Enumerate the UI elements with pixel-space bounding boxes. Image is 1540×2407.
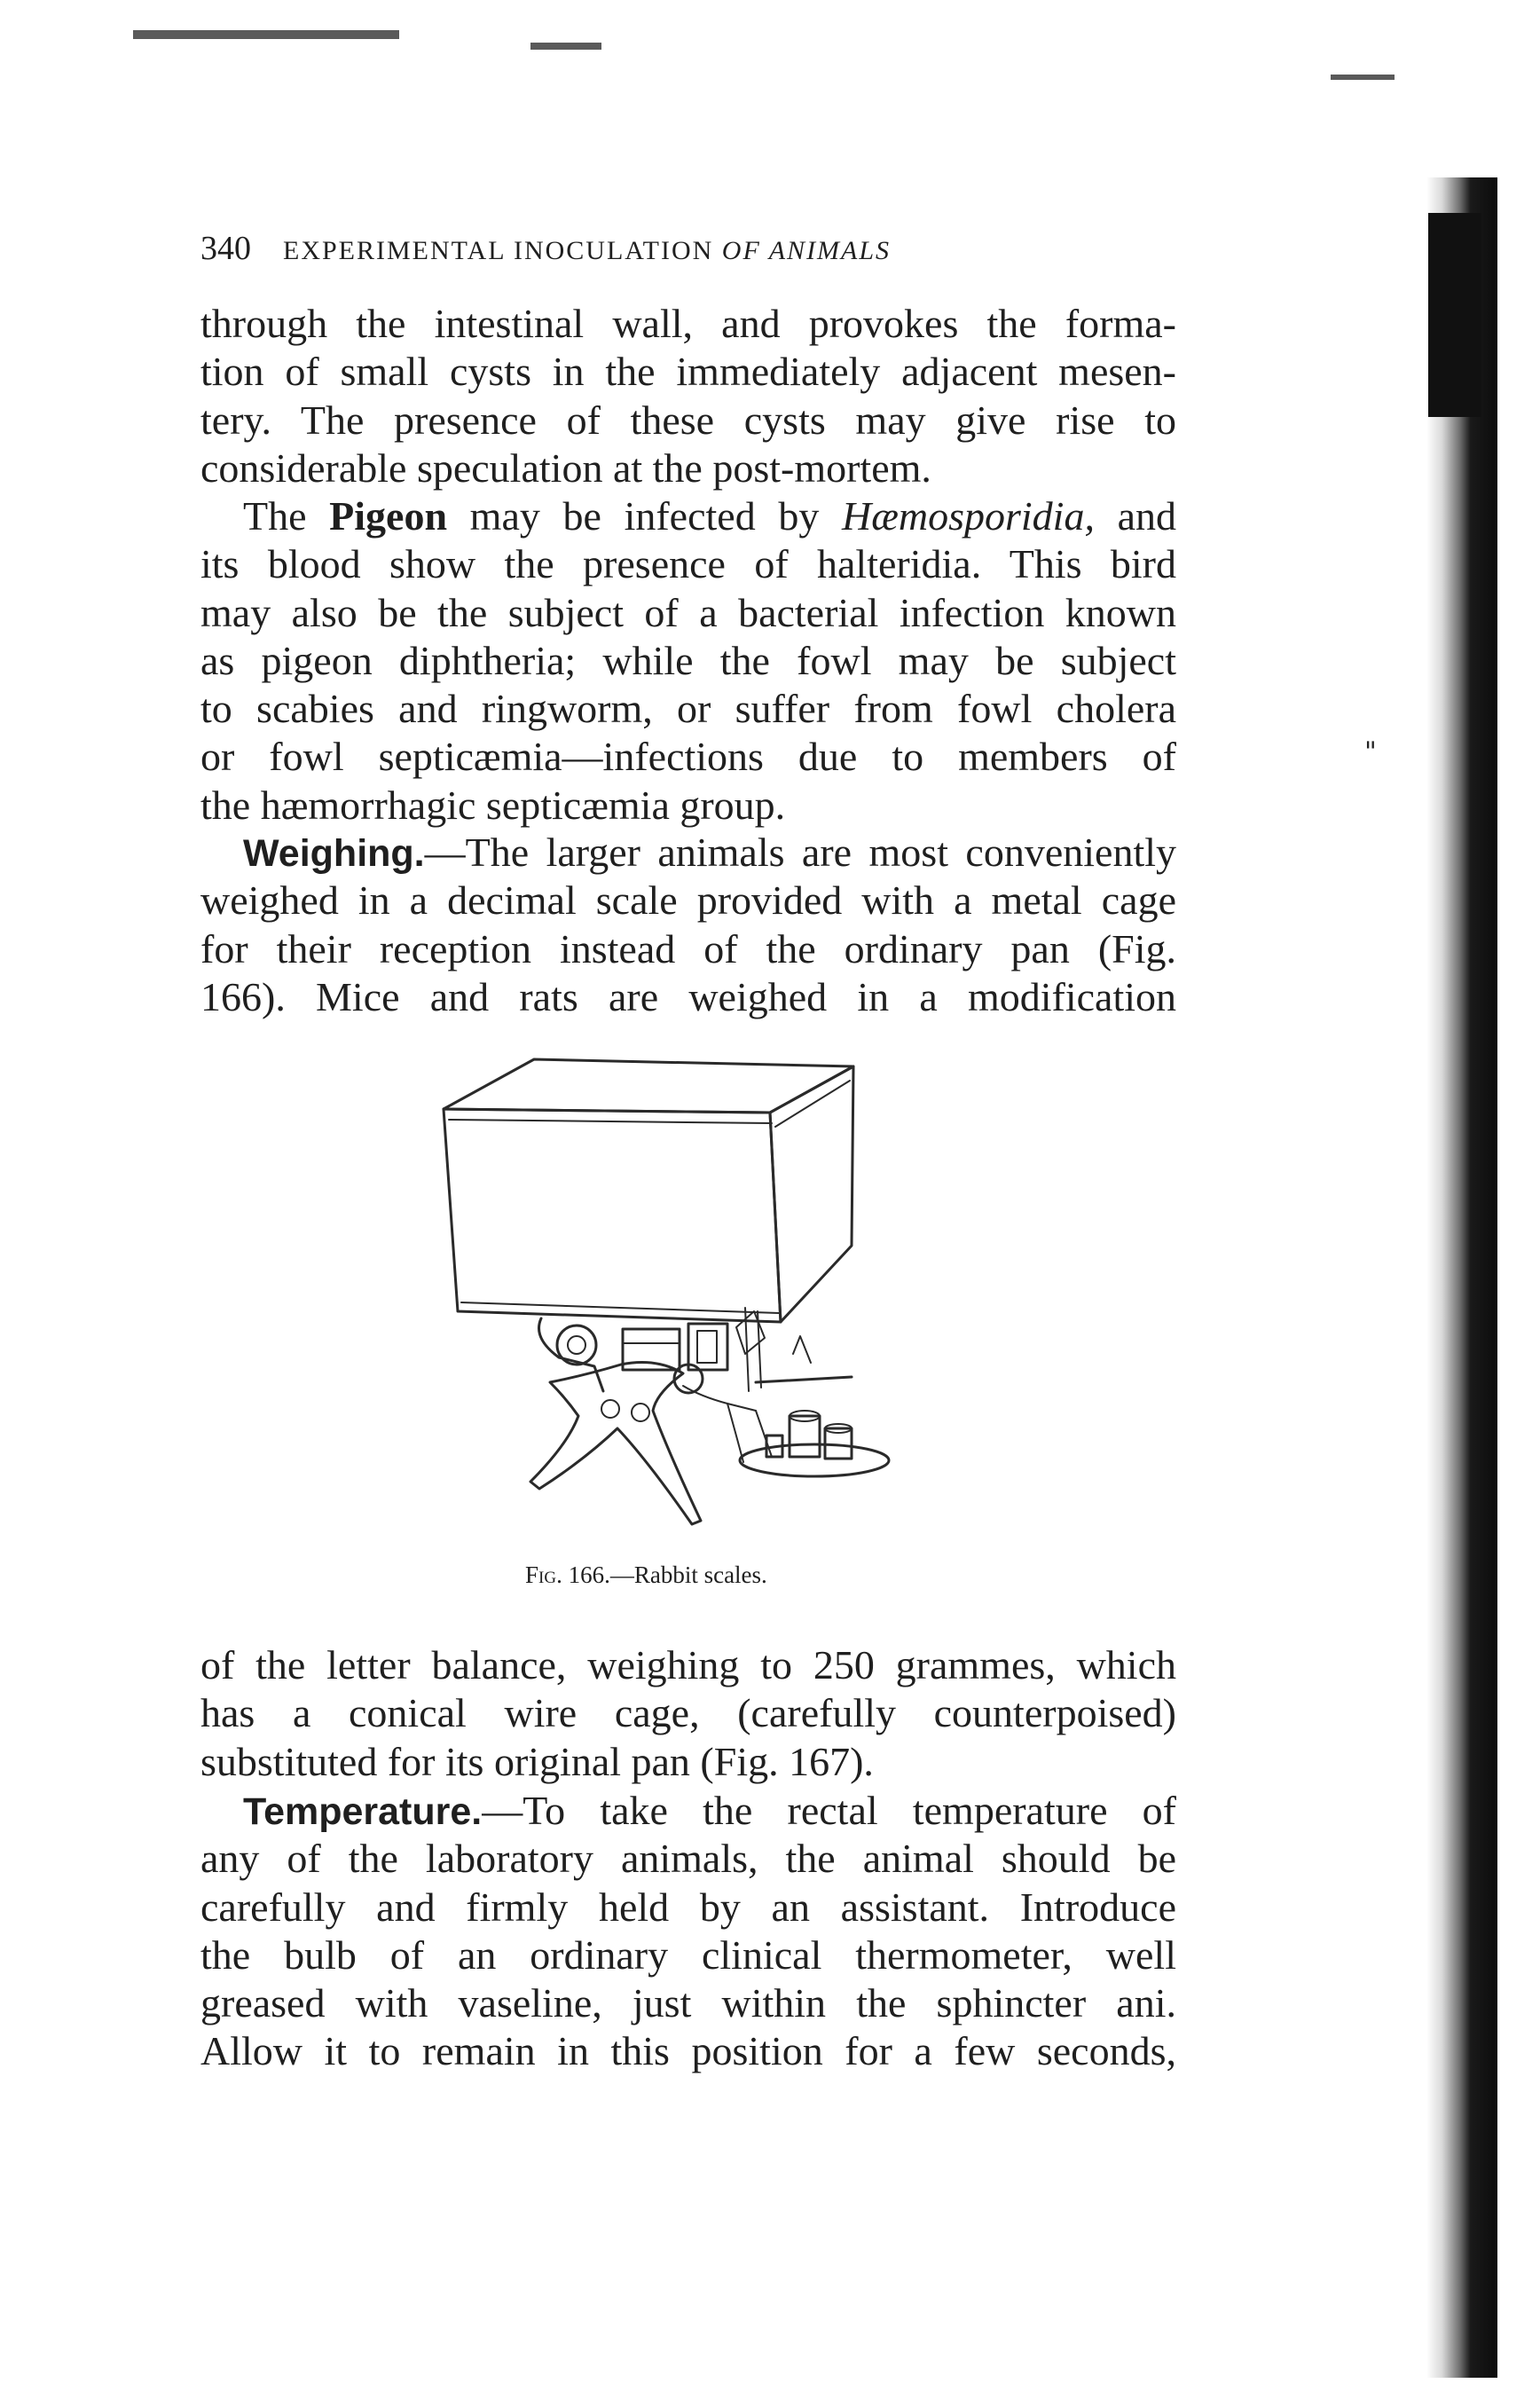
text-line: may also be the subject of a bacterial infection known (200, 589, 1176, 635)
text-line: any of the laboratory animals, the animal should be (200, 1836, 1176, 1882)
figure-label: Fig. (525, 1561, 562, 1588)
balance-beam (756, 1377, 852, 1382)
text-line: considerable speculation at the post-mortem. (200, 444, 931, 491)
cage-top-rim (444, 1059, 853, 1113)
scan-mark-top-right (1331, 75, 1395, 80)
text-line: through the intestinal wall, and provokes the forma- (200, 301, 1176, 346)
paragraph-temperature (200, 1787, 1176, 2076)
running-title-italic: OF ANIMALS (721, 236, 892, 265)
text-line: The Pigeon may be infected by Hæmosporidia, and (243, 493, 1177, 539)
text-line: of the letter balance, weighing to 250 grammes, which (200, 1642, 1176, 1687)
text-line: the bulb of an ordinary clinical thermometer, well (200, 1931, 1176, 1978)
figure-rabbit-scales (435, 1045, 949, 1560)
text-line: Temperature.—To take the rectal temperature of (243, 1788, 1176, 1833)
figure-caption: Fig. 166.—Rabbit scales. (525, 1561, 767, 1588)
text-line: weighed in a decimal scale provided with a metal cage (200, 877, 1176, 924)
section-heading-weighing: Weighing. (243, 832, 425, 875)
scale-wheel (557, 1325, 596, 1365)
page-gutter-dark-block (1428, 213, 1481, 417)
paragraph-cysts (200, 300, 1176, 492)
section-heading-temperature: Temperature. (243, 1790, 483, 1833)
text-line: its blood show the presence of halteridia. This bird (200, 541, 1176, 587)
cage-front-face (444, 1109, 781, 1322)
margin-mark: " (1364, 736, 1377, 767)
scan-mark-top-center (530, 43, 601, 50)
text-line: for their reception instead of the ordinary pan (Fig. (200, 925, 1176, 971)
text-line: Allow it to remain in this position for a few seconds, (200, 2028, 1176, 2074)
paragraph-pigeon (200, 492, 1176, 830)
text-line: 166). Mice and rats are weighed in a modification (200, 973, 1176, 1019)
text-line: has a conical wire cage, (carefully counterpoised) (200, 1690, 1176, 1736)
text-line: tery. The presence of these cysts may give rise to (200, 397, 1176, 443)
scan-mark-top-left (133, 30, 399, 39)
text-line: to scabies and ringworm, or suffer from fowl cholera (200, 686, 1176, 732)
running-title: EXPERIMENTAL INOCULATION (283, 236, 714, 265)
text-line: Weighing.—The larger animals are most conveniently (243, 830, 1176, 875)
text-line: carefully and firmly held by an assistant. Introduce (200, 1884, 1176, 1930)
text-line: the hæmorrhagic septicæmia group. (200, 782, 786, 828)
text-line: or fowl septicæmia—infections due to members of (200, 734, 1176, 780)
weights-tray (740, 1444, 889, 1476)
text-line: substituted for its original pan (Fig. 167). (200, 1738, 874, 1784)
text-line: tion of small cysts in the immediately adjacent mesen- (200, 349, 1176, 395)
term-haemosporidia: Hæmosporidia, (841, 493, 1095, 539)
term-pigeon: Pigeon (329, 493, 448, 539)
text-line: as pigeon diphtheria; while the fowl may be subject (200, 637, 1176, 683)
paragraph-letter-balance (200, 1641, 1176, 1786)
page-number: 340 (200, 230, 251, 267)
page-gutter-shadow (1426, 177, 1497, 2378)
text-line: greased with vaseline, just within the sphincter ani. (200, 1980, 1176, 2026)
paragraph-weighing (200, 829, 1176, 1021)
running-head (200, 229, 1194, 268)
